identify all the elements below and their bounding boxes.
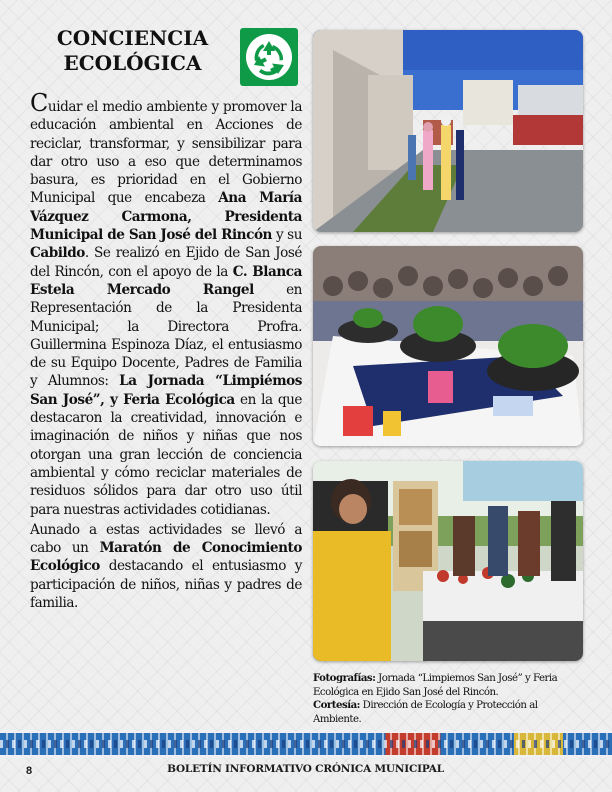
caption-text: Jornada “Limpiemos San José” y Feria Ecológica en Ejido San José del Rincón. [313,673,558,698]
caption-photos [313,672,585,699]
article-paragraph-1 [30,89,302,519]
caption-label: Fotografías: [313,672,376,684]
article-paragraph-2 [30,521,302,612]
text-run: . Se realizó en Ejido de San José del Rincón, con el apoyo de la [30,245,302,280]
page-number: 8 [26,765,33,777]
text-run: Aunado a estas actividades se llevó a cabo un [30,521,302,557]
title-line-1: CONCIENCIA [56,26,209,50]
photo-caption [313,672,585,726]
text-run: uidar el medio ambiente y promover la educación ambiental en Acciones de reciclar, transformar, y sensibilizar para dar otro uso a eso que determinamos basura, es prioridad en el Gobierno Municipal que encabeza [30,99,302,207]
bold-run: Cabildo [30,245,85,262]
drop-cap: C [30,89,48,117]
footer-title: BOLETÍN INFORMATIVO CRÓNICA MUNICIPAL [167,763,444,775]
bold-run: La Jornada “Limpiémos San José”, y Feria Ecológica [30,373,302,408]
photo-ecology-fair [313,246,583,446]
credit-text: Dirección de Ecología y Protección al Ambiente. [313,700,538,725]
recycle-icon [244,32,294,82]
recycle-badge [240,28,298,86]
caption-credit [313,699,585,726]
title-line-2: ECOLÓGICA [63,51,202,75]
photo-street-cleanup [313,30,583,232]
text-run: y su [272,227,302,244]
credit-label: Cortesía: [313,699,360,711]
bold-run: C. Blanca Estela Mercado Rangel [30,263,302,298]
text-run: destacando el entusiasmo y participación de niños, niñas y padres de familia. [30,558,302,612]
photo-fair-stand [313,461,583,661]
bold-run: Ana María Vázquez Carmona, Presidenta Municipal de San José del Rincón [30,190,302,244]
page-title [30,26,235,76]
text-run: en Representación de la Presidenta Municipal; la Directora Profra. Guillermina Espinoza Díaz, el entusiasmo de su Equipo Docente, Padres de Familia y Alumnos: [30,281,302,390]
decorative-band [0,731,612,757]
article-body [30,89,302,612]
bold-run: Maratón de Conocimiento Ecológico [30,540,302,575]
text-run: en la que destacaron la creatividad, innovación e imaginación de niños y niñas que nos otorgan una gran lección de conciencia ambiental y cómo reciclar materiales de residuos sólidos para dar otro uso útil para nuestras actividades cotidianas. [30,391,302,518]
